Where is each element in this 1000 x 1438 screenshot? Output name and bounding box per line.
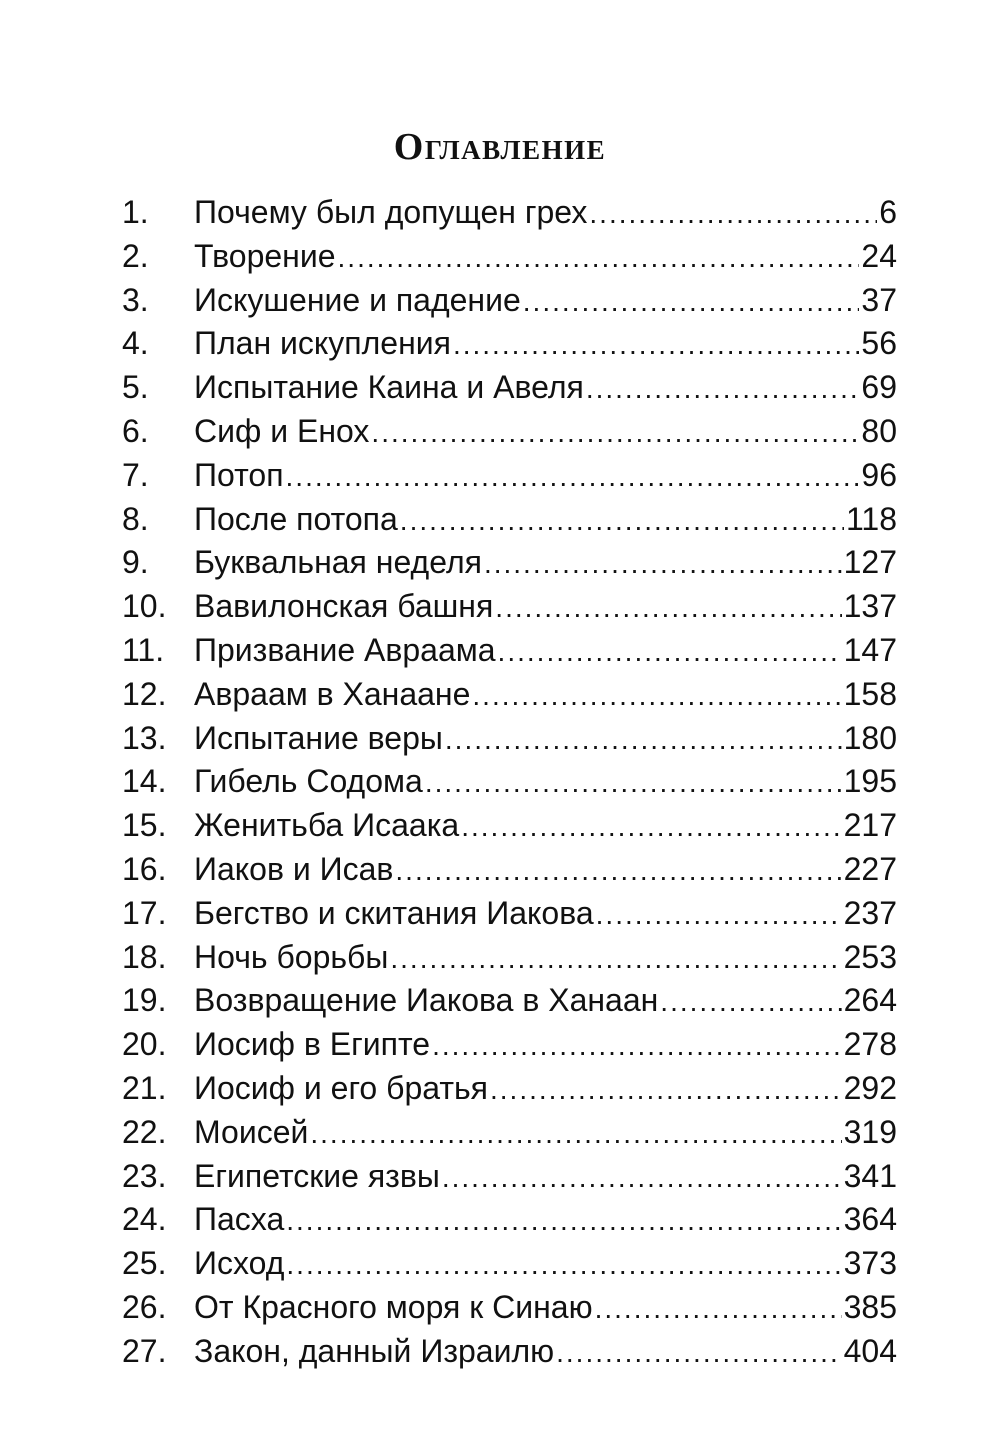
entry-number: 27. <box>122 1332 167 1369</box>
dot-leader <box>453 323 859 367</box>
toc-entry <box>122 1023 897 1067</box>
entry-page-number: 24 <box>861 237 897 274</box>
toc-entry <box>122 892 897 936</box>
entry-number: 25. <box>122 1245 167 1282</box>
entry-page-number: 69 <box>861 369 897 406</box>
entry-number: 12. <box>122 675 167 712</box>
entry-number: 16. <box>122 850 167 887</box>
entry-page-number: 180 <box>843 719 897 756</box>
entry-number: 11. <box>122 631 165 668</box>
entry-title: Иаков и Исав <box>194 850 394 887</box>
toc-entry <box>122 848 897 892</box>
dot-leader <box>286 1199 841 1243</box>
toc-entry <box>122 673 897 717</box>
toc-entry <box>122 279 897 323</box>
dot-leader <box>586 367 860 411</box>
dot-leader <box>484 542 842 586</box>
entry-number: 6. <box>122 412 149 449</box>
entry-page-number: 264 <box>843 982 897 1019</box>
entry-page-number: 292 <box>843 1069 897 1106</box>
entry-page-number: 404 <box>843 1332 897 1369</box>
entry-number: 21. <box>122 1069 167 1106</box>
entry-page-number: 227 <box>843 850 897 887</box>
dot-leader <box>395 849 841 893</box>
entry-page-number: 237 <box>843 894 897 931</box>
entry-number: 8. <box>122 500 149 537</box>
entry-page-number: 147 <box>843 631 897 668</box>
toc-entry <box>122 585 897 629</box>
dot-leader <box>442 1156 842 1200</box>
entry-page-number: 373 <box>843 1245 897 1282</box>
entry-number: 7. <box>122 456 149 493</box>
toc-entry <box>122 322 897 366</box>
entry-number: 14. <box>122 763 167 800</box>
dot-leader <box>498 630 842 674</box>
entry-title: Призвание Авраама <box>194 631 496 668</box>
entry-number: 4. <box>122 325 149 362</box>
entry-number: 9. <box>122 544 149 581</box>
entry-page-number: 158 <box>843 675 897 712</box>
entry-title: Авраам в Ханаане <box>194 675 471 712</box>
toc-entry <box>122 1067 897 1111</box>
entry-page-number: 278 <box>843 1026 897 1063</box>
dot-leader <box>390 937 841 981</box>
dot-leader <box>523 280 860 324</box>
toc-entry <box>122 1155 897 1199</box>
entry-title: Испытание веры <box>194 719 443 756</box>
entry-title: Бегство и скитания Иакова <box>194 894 594 931</box>
entry-page-number: 253 <box>843 938 897 975</box>
entry-page-number: 195 <box>843 763 897 800</box>
entry-page-number: 6 <box>879 194 897 230</box>
entry-title: Испытание Каина и Авеля <box>194 369 584 406</box>
entry-title: Буквальная неделя <box>194 544 482 581</box>
entry-number: 23. <box>122 1157 167 1194</box>
entry-page-number: 56 <box>861 325 897 362</box>
dot-leader <box>445 718 842 762</box>
entry-page-number: 319 <box>843 1113 897 1150</box>
entry-number: 10. <box>122 588 167 625</box>
entry-title: Почему был допущен грех <box>194 194 588 230</box>
dot-leader <box>425 761 842 805</box>
dot-leader <box>495 586 841 630</box>
entry-number: 2. <box>122 237 149 274</box>
dot-leader <box>490 1068 842 1112</box>
dot-leader <box>589 192 877 236</box>
toc-entry <box>122 410 897 454</box>
entry-page-number: 364 <box>843 1201 897 1238</box>
entry-number: 24. <box>122 1201 167 1238</box>
entry-number: 15. <box>122 807 167 844</box>
entry-title: Возвращение Иакова в Ханаан <box>194 982 659 1019</box>
page-title: Оглавление <box>393 126 607 169</box>
entry-number: 17. <box>122 894 167 931</box>
entry-number: 26. <box>122 1288 167 1325</box>
entry-title: Иосиф и его братья <box>194 1069 488 1106</box>
entry-title: Вавилонская башня <box>194 588 494 625</box>
entry-page-number: 217 <box>843 807 897 844</box>
entry-title: Сиф и Енох <box>194 412 370 449</box>
toc-entry <box>122 541 897 585</box>
toc-entry <box>122 454 897 498</box>
toc-entry <box>122 804 897 848</box>
dot-leader <box>660 980 841 1024</box>
dot-leader <box>286 455 860 499</box>
dot-leader <box>432 1024 842 1068</box>
dot-leader <box>371 411 859 455</box>
entry-page-number: 37 <box>861 281 897 318</box>
entry-number: 22. <box>122 1113 167 1150</box>
entry-page-number: 341 <box>843 1157 897 1194</box>
toc-entry <box>122 1242 897 1286</box>
dot-leader <box>472 674 841 718</box>
table-of-contents <box>122 191 897 1374</box>
entry-number: 1. <box>122 194 149 230</box>
entry-page-number: 127 <box>843 544 897 581</box>
entry-number: 19. <box>122 982 167 1019</box>
dot-leader <box>461 805 841 849</box>
entry-title: Пасха <box>194 1201 285 1238</box>
entry-title: Иосиф в Египте <box>194 1026 431 1063</box>
toc-entry <box>122 760 897 804</box>
entry-title: План искупления <box>194 325 451 362</box>
entry-title: Женитьба Исаака <box>194 807 460 844</box>
dot-leader <box>286 1243 841 1287</box>
entry-page-number: 385 <box>843 1288 897 1325</box>
entry-number: 3. <box>122 281 149 318</box>
entry-title: Ночь борьбы <box>194 938 389 975</box>
dot-leader <box>310 1112 841 1156</box>
dot-leader <box>400 499 844 543</box>
entry-title: Моисей <box>194 1113 309 1150</box>
entry-page-number: 96 <box>861 456 897 493</box>
toc-entry <box>122 191 897 235</box>
entry-page-number: 80 <box>861 412 897 449</box>
toc-entry <box>122 1286 897 1330</box>
entry-title: Гибель Содома <box>194 763 423 800</box>
entry-number: 20. <box>122 1026 167 1063</box>
entry-page-number: 137 <box>843 588 897 625</box>
entry-title: Египетские язвы <box>194 1157 440 1194</box>
entry-title: От Красного моря к Синаю <box>194 1288 593 1325</box>
toc-entry <box>122 936 897 980</box>
entry-page-number: 118 <box>845 500 897 537</box>
entry-title: Искушение и падение <box>194 281 521 318</box>
toc-entry <box>122 629 897 673</box>
entry-number: 5. <box>122 369 149 406</box>
toc-entry <box>122 235 897 279</box>
dot-leader <box>556 1331 841 1375</box>
toc-entry <box>122 717 897 761</box>
dot-leader <box>596 893 842 937</box>
toc-entry <box>122 1330 897 1374</box>
toc-entry <box>122 979 897 1023</box>
entry-title: Закон, данный Израилю <box>194 1332 555 1369</box>
entry-number: 13. <box>122 719 167 756</box>
toc-entry <box>122 366 897 410</box>
dot-leader <box>338 236 860 280</box>
toc-entry <box>122 1198 897 1242</box>
entry-title: Исход <box>194 1245 285 1282</box>
entry-title: Творение <box>194 237 336 274</box>
dot-leader <box>595 1287 842 1331</box>
entry-number: 18. <box>122 938 167 975</box>
entry-title: После потопа <box>194 500 398 537</box>
toc-entry <box>122 1111 897 1155</box>
toc-entry <box>122 498 897 542</box>
entry-title: Потоп <box>194 456 284 493</box>
